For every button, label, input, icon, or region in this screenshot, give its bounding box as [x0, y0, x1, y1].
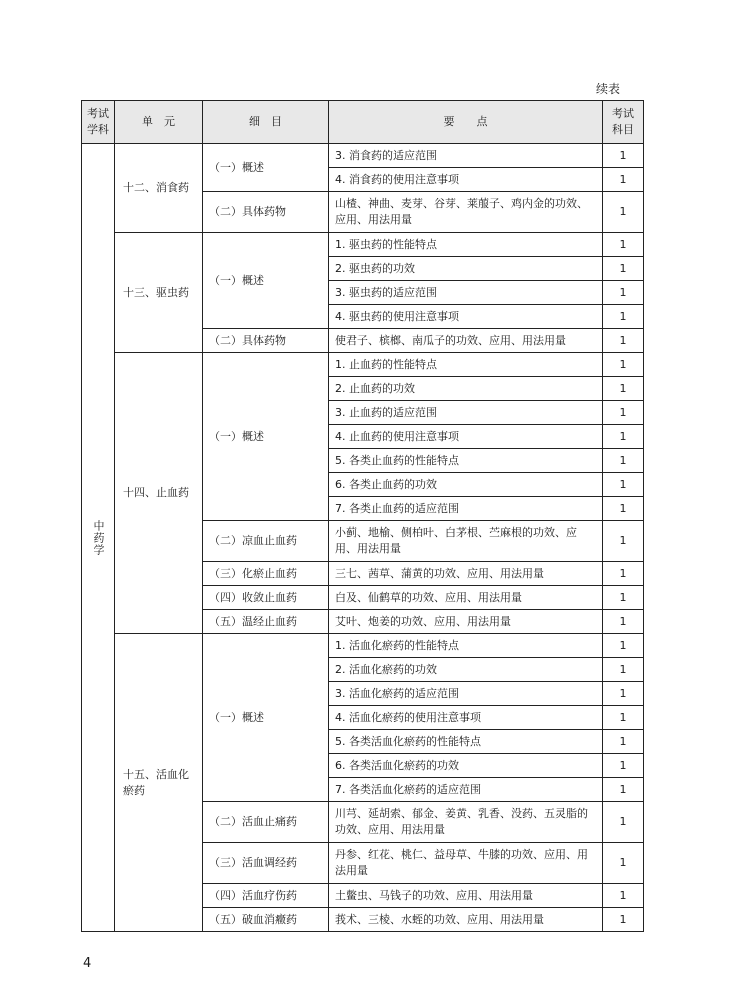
unit-cell: 十三、驱虫药	[115, 233, 203, 353]
point-cell: 6. 各类活血化瘀药的功效	[329, 754, 603, 778]
point-cell: 三七、茜草、蒲黄的功效、应用、用法用量	[329, 562, 603, 586]
continued-label: 续表	[596, 82, 621, 96]
exam-cell: 1	[603, 353, 644, 377]
point-cell: 使君子、槟榔、南瓜子的功效、应用、用法用量	[329, 329, 603, 353]
exam-cell: 1	[603, 521, 644, 562]
point-cell: 6. 各类止血药的功效	[329, 473, 603, 497]
detail-cell: （二）活血止痛药	[203, 802, 329, 843]
table-row	[82, 353, 644, 377]
header-detail: 细 目	[203, 101, 329, 144]
syllabus-table	[81, 100, 644, 932]
point-cell: 4. 驱虫药的使用注意事项	[329, 305, 603, 329]
unit-cell: 十四、止血药	[115, 353, 203, 634]
detail-cell: （三）活血调经药	[203, 843, 329, 884]
exam-cell: 1	[603, 257, 644, 281]
detail-cell: （一）概述	[203, 353, 329, 521]
detail-cell: （三）化瘀止血药	[203, 562, 329, 586]
unit-cell: 十二、消食药	[115, 144, 203, 233]
detail-cell: （五）破血消癥药	[203, 908, 329, 932]
point-cell: 1. 止血药的性能特点	[329, 353, 603, 377]
exam-cell: 1	[603, 754, 644, 778]
exam-cell: 1	[603, 908, 644, 932]
header-exam: 考试 科目	[603, 101, 644, 144]
point-cell: 1. 驱虫药的性能特点	[329, 233, 603, 257]
table-body	[82, 144, 644, 932]
detail-cell: （一）概述	[203, 233, 329, 329]
exam-cell: 1	[603, 843, 644, 884]
point-cell: 丹参、红花、桃仁、益母草、牛膝的功效、应用、用法用量	[329, 843, 603, 884]
exam-cell: 1	[603, 706, 644, 730]
point-cell: 3. 活血化瘀药的适应范围	[329, 682, 603, 706]
exam-cell: 1	[603, 192, 644, 233]
point-cell: 2. 活血化瘀药的功效	[329, 658, 603, 682]
detail-cell: （二）具体药物	[203, 192, 329, 233]
exam-cell: 1	[603, 449, 644, 473]
exam-cell: 1	[603, 730, 644, 754]
point-cell: 1. 活血化瘀药的性能特点	[329, 634, 603, 658]
point-cell: 7. 各类活血化瘀药的适应范围	[329, 778, 603, 802]
point-cell: 3. 止血药的适应范围	[329, 401, 603, 425]
exam-cell: 1	[603, 329, 644, 353]
point-cell: 5. 各类活血化瘀药的性能特点	[329, 730, 603, 754]
exam-cell: 1	[603, 778, 644, 802]
exam-cell: 1	[603, 634, 644, 658]
exam-cell: 1	[603, 281, 644, 305]
detail-cell: （四）活血疗伤药	[203, 884, 329, 908]
point-cell: 4. 止血药的使用注意事项	[329, 425, 603, 449]
table-row	[82, 233, 644, 257]
point-cell: 2. 驱虫药的功效	[329, 257, 603, 281]
point-cell: 5. 各类止血药的性能特点	[329, 449, 603, 473]
detail-cell: （一）概述	[203, 634, 329, 802]
point-cell: 3. 消食药的适应范围	[329, 144, 603, 168]
detail-cell: （二）具体药物	[203, 329, 329, 353]
point-cell: 2. 止血药的功效	[329, 377, 603, 401]
exam-cell: 1	[603, 562, 644, 586]
table-row	[82, 144, 644, 168]
detail-cell: （一）概述	[203, 144, 329, 192]
point-cell: 土鳖虫、马钱子的功效、应用、用法用量	[329, 884, 603, 908]
exam-cell: 1	[603, 401, 644, 425]
exam-cell: 1	[603, 802, 644, 843]
point-cell: 川芎、延胡索、郁金、姜黄、乳香、没药、五灵脂的功效、应用、用法用量	[329, 802, 603, 843]
point-cell: 4. 活血化瘀药的使用注意事项	[329, 706, 603, 730]
table-header	[82, 101, 644, 144]
point-cell: 艾叶、炮姜的功效、应用、用法用量	[329, 610, 603, 634]
point-cell: 4. 消食药的使用注意事项	[329, 168, 603, 192]
detail-cell: （四）收敛止血药	[203, 586, 329, 610]
exam-cell: 1	[603, 425, 644, 449]
header-points: 要 点	[329, 101, 603, 144]
exam-cell: 1	[603, 658, 644, 682]
point-cell: 7. 各类止血药的适应范围	[329, 497, 603, 521]
point-cell: 小蓟、地榆、侧柏叶、白茅根、苎麻根的功效、应用、用法用量	[329, 521, 603, 562]
exam-cell: 1	[603, 610, 644, 634]
detail-cell: （五）温经止血药	[203, 610, 329, 634]
point-cell: 山楂、神曲、麦芽、谷芽、莱菔子、鸡内金的功效、应用、用法用量	[329, 192, 603, 233]
point-cell: 莪术、三棱、水蛭的功效、应用、用法用量	[329, 908, 603, 932]
table-row	[82, 634, 644, 658]
header-unit: 单 元	[115, 101, 203, 144]
exam-cell: 1	[603, 586, 644, 610]
header-subject: 考试 学科	[82, 101, 115, 144]
exam-cell: 1	[603, 884, 644, 908]
exam-cell: 1	[603, 233, 644, 257]
exam-cell: 1	[603, 168, 644, 192]
exam-cell: 1	[603, 144, 644, 168]
exam-cell: 1	[603, 497, 644, 521]
detail-cell: （二）凉血止血药	[203, 521, 329, 562]
exam-cell: 1	[603, 473, 644, 497]
point-cell: 白及、仙鹤草的功效、应用、用法用量	[329, 586, 603, 610]
exam-cell: 1	[603, 305, 644, 329]
unit-cell: 十五、活血化瘀药	[115, 634, 203, 932]
point-cell: 3. 驱虫药的适应范围	[329, 281, 603, 305]
exam-cell: 1	[603, 377, 644, 401]
subject-cell: 中药学	[82, 144, 115, 932]
page-number: 4	[83, 956, 92, 971]
exam-cell: 1	[603, 682, 644, 706]
